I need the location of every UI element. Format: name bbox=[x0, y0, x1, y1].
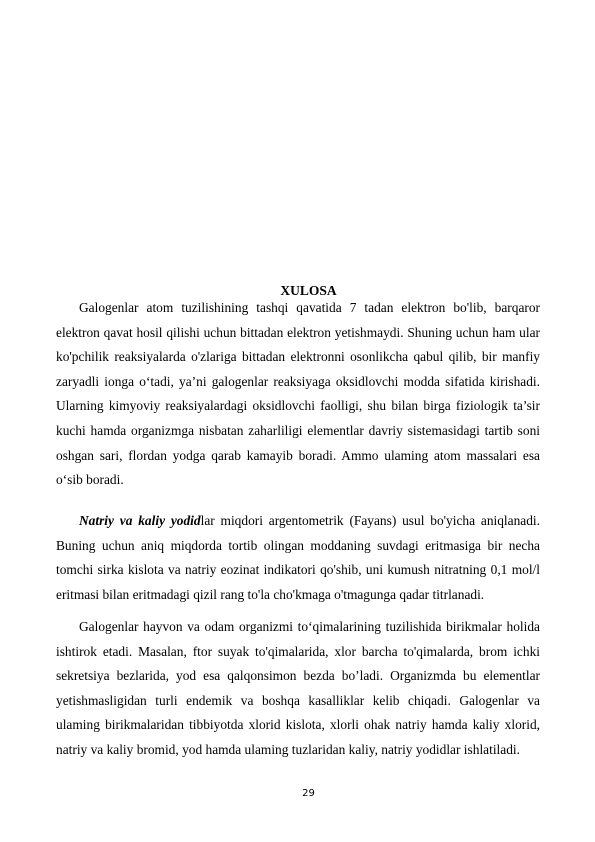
paragraph-iodide-analysis bbox=[56, 509, 540, 607]
paragraph-halogen-structure: Galogenlar atom tuzilishining tashqi qavatida 7 tadan elektron bo'lib, barqaror elektron qavat hosil qilishi uchun bittadan elektron yetishmaydi. Shuning uchun ham ular ko'pchilik reaksiyalarda o'zlariga bittadan elektronni osonlikcha qabul qilib, bir manfiy zaryadli ionga o‘tadi, ya’ni galogenlar reaksiyaga oksidlovchi modda sifatida kirishadi. Ularning kimyoviy reaksiyalardagi oksidlovchi faolligi, shu bilan birga fiziologik ta’sir kuchi hamda organizmga nisbatan zaharliligi elementlar davriy sistemasidagi tartib soni oshgan sari, flordan yodga qarab kamayib boradi. Ammo ulaming atom massalari esa o‘sib boradi. bbox=[56, 300, 540, 488]
paragraph-halogen-biology: Galogenlar hayvon va odam organizmi to‘qimalarining tuzilishida birikmalar holida ishtirok etadi. Masalan, ftor suyak to'qimalarida, xlor barcha to'qimalarda, brom ichki sekretsiya bezlarida, yod esa qalqonsimon bezda bo’ladi. Organizmda bu elementlar yetishmasligidan turli endemik va boshqa kasalliklar kelib chiqadi. Galogenlar va ulaming birikmalaridan tibbiyotda xlorid kislota, xlorli ohak natriy hamda kaliy xlorid, natriy va kaliy bromid, yod hamda ulaming tuzlaridan kaliy, natriy yodidlar ishlatiladi. bbox=[56, 619, 540, 757]
paragraph-term: Natriy va kaliy yodid bbox=[79, 513, 201, 528]
paragraph-text: lar miqdori argentometrik (Fayans) usul bo'yicha aniqlanadi. Buning uchun aniq miqdorda tortib olingan moddaning suvdagi eritmasiga bir necha tomchi sirka kislota va natriy eozinat indikatori qo'shib, uni kumush nitratning 0,1 mol/l eritmasi bilan eritmadagi qizil rang to'la cho'kmaga o'tmagunga qadar titrlanadi. bbox=[56, 513, 540, 602]
section-title: XULOSA bbox=[280, 283, 337, 298]
page-number: 29 bbox=[302, 788, 315, 799]
